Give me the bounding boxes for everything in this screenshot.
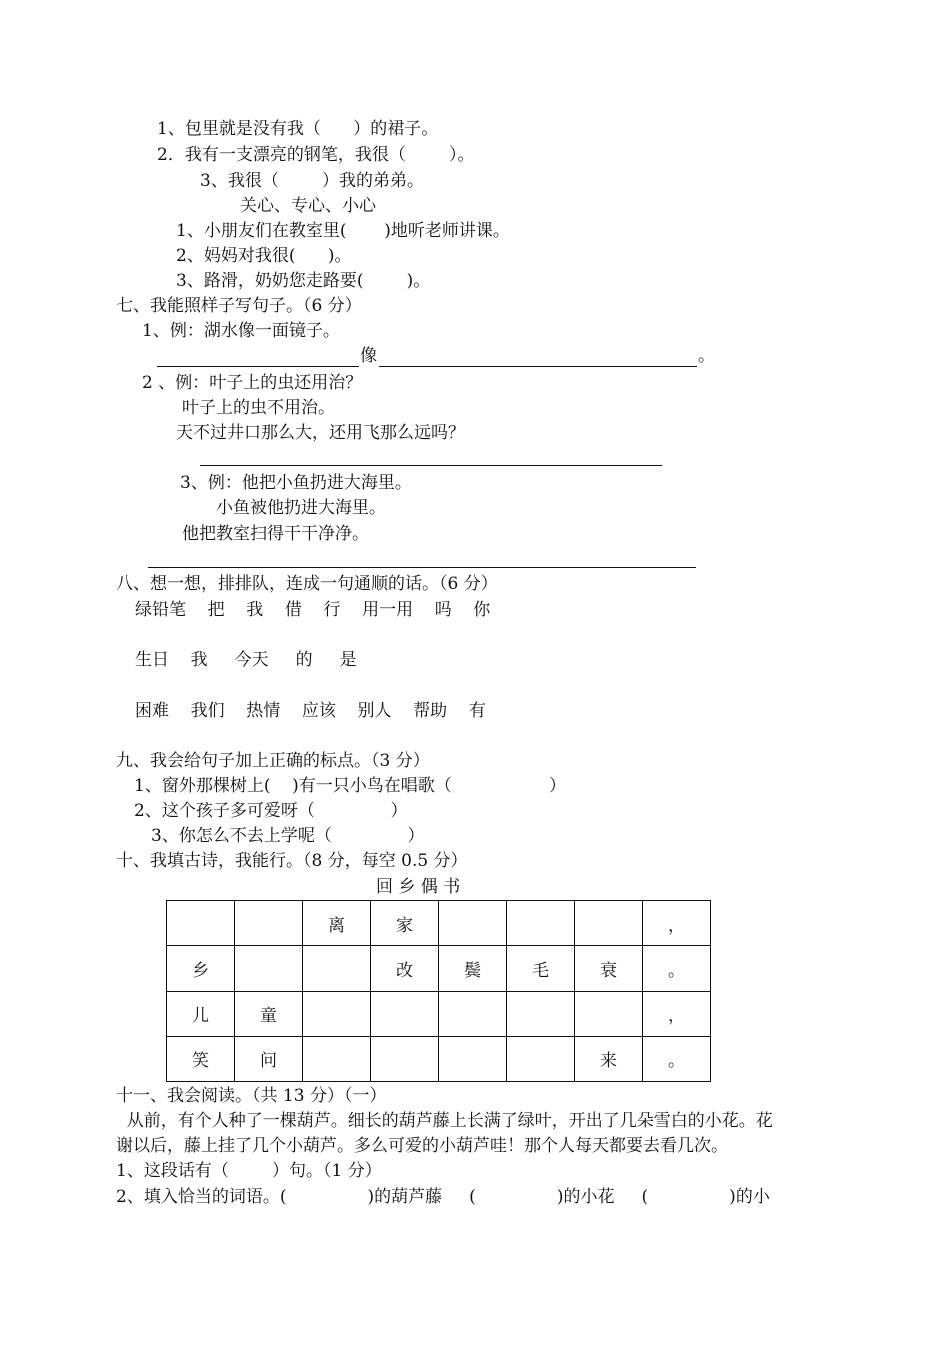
example-3-answer: 小鱼被他扔进大海里。 <box>216 498 386 518</box>
poem-cell: ， <box>643 991 711 1036</box>
poem-cell[interactable] <box>303 991 371 1036</box>
punct-item-3: 3、你怎么不去上学呢（ ） <box>151 826 425 846</box>
poem-cell: 家 <box>371 901 439 946</box>
question-2: 2、填入恰当的词语。( )的葫芦藤 ( )的小花 ( )的小 <box>116 1187 770 1207</box>
poem-cell: 鬓 <box>439 946 507 991</box>
poem-cell: 来 <box>575 1036 643 1081</box>
poem-cell[interactable] <box>507 901 575 946</box>
poem-cell: 改 <box>371 946 439 991</box>
poem-cell: 笑 <box>167 1036 235 1081</box>
poem-cell: 离 <box>303 901 371 946</box>
poem-cell: 童 <box>235 991 303 1036</box>
poem-cell: 问 <box>235 1036 303 1081</box>
example-1-label: 1、例：湖水像一面镜子。 <box>142 321 340 341</box>
poem-cell[interactable] <box>303 1036 371 1081</box>
poem-row <box>167 901 711 946</box>
example-1-end: 。 <box>698 346 715 366</box>
word-bank: 关心、专心、小心 <box>240 196 376 216</box>
fill-line-6: 3、路滑，奶奶您走路要( )。 <box>176 271 431 291</box>
punct-item-2: 2、这个孩子多可爱呀（ ） <box>134 801 408 821</box>
answer-blank-3[interactable] <box>148 567 696 568</box>
example-2-label: 2 、例：叶子上的虫还用治？ <box>142 373 363 393</box>
poem-cell: ， <box>643 901 711 946</box>
poem-cell[interactable] <box>507 991 575 1036</box>
poem-cell[interactable] <box>507 1036 575 1081</box>
word-row-3: 困难 我们 热情 应该 别人 帮助 有 <box>135 701 486 721</box>
poem-cell[interactable] <box>439 991 507 1036</box>
answer-blank-1a[interactable] <box>157 366 359 367</box>
fill-line-3: 3、我很（ ）我的弟弟。 <box>200 171 425 191</box>
example-2-answer: 叶子上的虫不用治。 <box>182 398 335 418</box>
poem-cell[interactable] <box>575 991 643 1036</box>
poem-cell[interactable] <box>235 901 303 946</box>
example-1-connector: 像 <box>360 346 377 366</box>
fill-line-2: 2．我有一支漂亮的钢笔，我很（ ）。 <box>157 145 475 165</box>
fill-line-4: 1、小朋友们在教室里( )地听老师讲课。 <box>176 221 510 241</box>
poem-cell[interactable] <box>439 1036 507 1081</box>
answer-blank-2[interactable] <box>200 465 662 466</box>
poem-grid <box>166 900 711 1082</box>
poem-cell: 衰 <box>575 946 643 991</box>
word-row-2: 生日 我 今天 的 是 <box>135 650 357 670</box>
example-3-task: 他把教室扫得干干净净。 <box>182 524 369 544</box>
poem-title: 回 乡 偶 书 <box>376 877 461 897</box>
poem-cell[interactable] <box>167 901 235 946</box>
poem-row <box>167 991 711 1036</box>
poem-cell[interactable] <box>371 1036 439 1081</box>
question-1: 1、这段话有（ ）句。（1 分） <box>116 1161 382 1181</box>
section-7-title: 七、我能照样子写句子。（6 分） <box>116 296 362 316</box>
fill-line-5: 2、妈妈对我很( )。 <box>176 246 352 266</box>
poem-cell[interactable] <box>371 991 439 1036</box>
poem-cell[interactable] <box>303 946 371 991</box>
section-9-title: 九、我会给句子加上正确的标点。（3 分） <box>116 751 430 771</box>
word-row-1: 绿铅笔 把 我 借 行 用一用 吗 你 <box>135 600 491 620</box>
poem-cell: 儿 <box>167 991 235 1036</box>
passage-line-1: 从前，有个人种了一棵葫芦。细长的葫芦藤上长满了绿叶，开出了几朵雪白的小花。花 <box>116 1111 773 1131</box>
section-11-title: 十一、我会阅读。（共 13 分）（一） <box>116 1086 387 1106</box>
example-3-label: 3、例：他把小鱼扔进大海里。 <box>180 473 412 493</box>
poem-cell: 。 <box>643 946 711 991</box>
section-10-title: 十、我填古诗，我能行。（8 分，每空 0.5 分） <box>116 851 468 871</box>
poem-cell: 。 <box>643 1036 711 1081</box>
poem-cell[interactable] <box>575 901 643 946</box>
fill-line-1: 1、包里就是没有我（ ）的裙子。 <box>157 119 439 139</box>
poem-cell[interactable] <box>439 901 507 946</box>
example-2-task: 天不过井口那么大，还用飞那么远吗？ <box>176 423 465 443</box>
poem-cell[interactable] <box>235 946 303 991</box>
poem-row <box>167 1036 711 1081</box>
poem-cell: 乡 <box>167 946 235 991</box>
poem-row <box>167 946 711 991</box>
punct-item-1: 1、窗外那棵树上( )有一只小鸟在唱歌（ ） <box>134 776 566 796</box>
section-8-title: 八、想一想，排排队，连成一句通顺的话。（6 分） <box>116 574 498 594</box>
passage-line-2: 谢以后，藤上挂了几个小葫芦。多么可爱的小葫芦哇！那个人每天都要去看几次。 <box>116 1136 728 1156</box>
poem-cell: 毛 <box>507 946 575 991</box>
answer-blank-1b[interactable] <box>379 366 697 367</box>
